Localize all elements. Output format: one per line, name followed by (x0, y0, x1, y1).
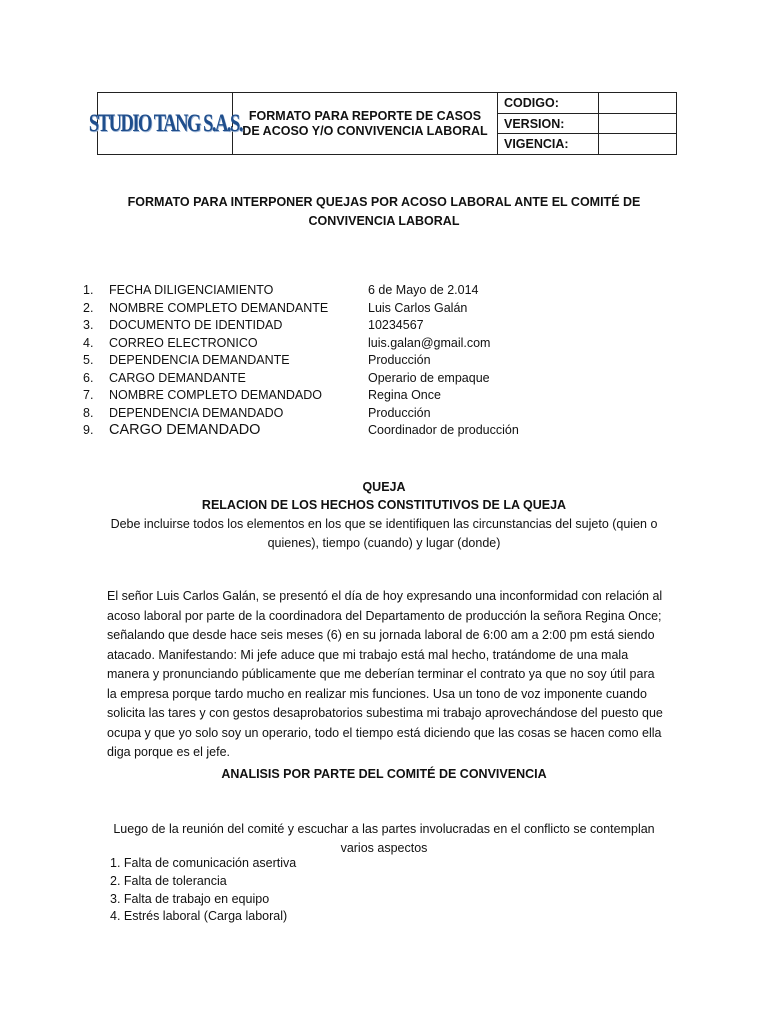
field-value: Coordinador de producción (368, 423, 519, 437)
form-title-line1: FORMATO PARA REPORTE DE CASOS (248, 108, 482, 123)
analisis-items (110, 855, 296, 926)
field-label: DEPENDENCIA DEMANDANTE (109, 353, 290, 367)
field-label: CARGO DEMANDANTE (109, 370, 246, 385)
version-label: VERSION: (498, 114, 599, 134)
field-number: 9. (83, 423, 94, 437)
queja-instruction (0, 515, 768, 553)
vigencia-value (599, 134, 676, 154)
field-label: DEPENDENCIA DEMANDADO (109, 405, 284, 420)
logo-text: STUDIO TANG S.A.S. (88, 109, 242, 137)
field-label: NOMBRE COMPLETO DEMANDADO (109, 388, 322, 402)
field-value: Producción (368, 405, 431, 420)
company-logo (88, 93, 242, 154)
queja-instruction-line2: quienes), tiempo (cuando) y lugar (donde) (267, 536, 501, 550)
analisis-intro-line2: varios aspectos (340, 841, 428, 855)
codigo-label: CODIGO: (498, 93, 599, 113)
field-value: Operario de empaque (368, 370, 490, 385)
field-value: Producción (368, 353, 431, 367)
version-row (498, 114, 676, 135)
version-value (599, 114, 676, 134)
analisis-intro (0, 820, 768, 858)
form-title-line2: DE ACOSO Y/O CONVIVENCIA LABORAL (242, 123, 488, 138)
queja-instruction-line1: Debe incluirse todos los elementos en los que se identifiquen las circunstancias del sujeto (quien o (110, 517, 658, 531)
field-number: 1. (83, 283, 94, 297)
field-label: FECHA DILIGENCIAMIENTO (109, 283, 274, 297)
field-label: NOMBRE COMPLETO DEMANDANTE (109, 300, 329, 315)
list-item: 2. Falta de tolerancia (110, 873, 227, 888)
form-title-cell (233, 93, 498, 154)
field-number: 3. (83, 318, 94, 332)
field-value: Regina Once (368, 388, 441, 402)
list-item: 4. Estrés laboral (Carga laboral) (110, 909, 288, 924)
header-table (88, 92, 677, 155)
field-label: CARGO DEMANDADO (109, 422, 261, 438)
analisis-intro-line1: Luego de la reunión del comité y escuchar a las partes involucradas en el conflicto se contemplan (113, 822, 655, 836)
field-number: 7. (83, 388, 94, 402)
field-number: 8. (83, 405, 94, 420)
document-title (0, 193, 768, 231)
field-value: Luis Carlos Galán (368, 300, 468, 315)
field-value: luis.galan@gmail.com (368, 335, 491, 350)
field-label: DOCUMENTO DE IDENTIDAD (109, 318, 283, 332)
codigo-row (498, 93, 676, 114)
field-value: 10234567 (368, 318, 424, 332)
queja-heading: QUEJA (362, 480, 406, 494)
field-number: 4. (83, 335, 94, 350)
list-item: 1. Falta de comunicación asertiva (110, 856, 297, 870)
meta-cells (498, 93, 676, 154)
codigo-value (599, 93, 676, 113)
field-number: 5. (83, 353, 94, 367)
field-value: 6 de Mayo de 2.014 (368, 283, 479, 297)
document-title-line2: CONVIVENCIA LABORAL (308, 214, 460, 228)
field-number: 6. (83, 370, 94, 385)
queja-subheading: RELACION DE LOS HECHOS CONSTITUTIVOS DE LA QUEJA (201, 498, 567, 512)
vigencia-row (498, 134, 676, 154)
analisis-heading: ANALISIS POR PARTE DEL COMITÉ DE CONVIVENCIA (221, 767, 547, 781)
document-title-line1: FORMATO PARA INTERPONER QUEJAS POR ACOSO LABORAL ANTE EL COMITÉ DE (127, 195, 641, 209)
field-label: CORREO ELECTRONICO (109, 335, 258, 350)
list-item: 3. Falta de trabajo en equipo (110, 891, 270, 906)
vigencia-label: VIGENCIA: (498, 134, 599, 154)
complaint-narrative: El señor Luis Carlos Galán, se presentó el día de hoy expresando una inconformidad con relación al acoso laboral por parte de la coordinadora del Departamento de producción la señora Regina Once; señalando que desde hace seis meses (6) en su jornada laboral de 6:00 am a 2:00 pm está siendo atacado. Manifestando: Mi jefe aduce que mi trabajo está mal hecho, tratándome de una mala manera y pronunciando públicamente que me deberían terminar el contrato ya que no soy útil para la empresa porque tardo mucho en realizar mis funciones. Usa un tono de voz imponente cuando solicita las tares y con gestos desaprobatorios subestima mi trabajo aprovechándose del puesto que ocupa y que yo solo soy un operario, todo el tiempo está diciendo que las cosas se hacen como ella diga porque es el jefe. (107, 589, 663, 759)
field-number: 2. (83, 300, 94, 315)
